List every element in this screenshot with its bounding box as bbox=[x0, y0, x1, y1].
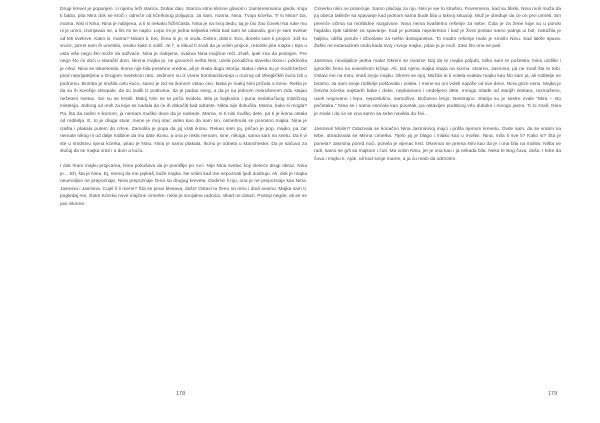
left-paragraph-1: Drugi krevet je popunjen. U njemu leži starica. Dobar dan. Starica sitno klimne glavom i zainteresovano gleda. Koja ti baba, pita Mira dok se kroči i odmiče od kčerkinog poljupca. Ja sam, mama. Nina. Tvoja kćerka. Ti si Nina? Da, mama. Nisi ti Nina. Nina je nabijena, a ti si nekako fićfirićasta. Nina je na svoj dedu, taj je bio žao čovek! Na ruke mu ni je umro, izvinjavao se, a lini mi se napio. Lepo mi je jedna seljanka rekla kad sam se udavala, gori je sam svekar od teti svekrve. Kako si, mama? Nisam ti, bre, žena ni je, ni onda. Dobro, dobro. Evo, donela sam ti projice. Još su vruće, jutros sam ih umesila, onako kako ti voliš. Je l', a otkud ti znaš da ja volim projice, retorski pita majka i trpa u usta više nego što može da sažvaće. Nina je nabijena, ovakva Nina majčine reči. Znaš, ipak zna da postojim. Pre nego što će doći u starački dom, Ninina majka je, ne govoreći nešta Nini, uzela porodičnu slavsku ikonu i poklonila je crkvi. Nina se iskamenila. Ikona nije bila posebno vredna, ali je imala dugu istoriju. Baka i deka su je noulli bežeći pred neprijateljima u Drugom svetskom ratu. Jedinom su iz vrane bombardovanja u noćnoj od izbegličkih kuća bili u podrumu. Bomba je srušila celu kuću, samo je zid sa ikonom ostao ceo. Baka je maloj Nini pričala o tome. Rekla je da su ih komšije otkopale, da su izašli iz podruma, da je padao sneg, a da je na jednom nesrušenom zidu stajao nežeteni svetac. Svi su se krstili. Maloj Nini se ta priča svidela. Bila je bajkovita i puna nedokučivog mističnog misterija. Jednog od onih za koje se nadala da će ih dokučiti kad odraste. Nikta nije dokučila. Mama, kako si mogla? Pa, šta da radim s ikonom, ja nemam muške dece da je naslede. Mama, ni ti nisi muško dete, pa ti je ikona ostala od roditelja. E, to je druga stvar, mene je moj otac video kao da sam sin, osmehnula se ponosno majka. Nina je izašla i plakala putem do crkve. Zamolila je popa da joj vrati ikonu. Rekao sam joj, pričao je pop, majko, pa zar nemate nikog ni od dalje rodbine da mu date ikonu, a ona je rekla nemam, sine, nikoga, sama sam na svetu. Da li vi ste u srodstvu njena kćerka, pitao je Ninu. Nina je samo plakala. Ikonu je odnela u Manchester. Da je sačuva za slučaj da se majka vrati i u dom a kuću. bbox=[60, 7, 307, 155]
paragraph-gap bbox=[60, 156, 307, 163]
right-paragraph-2: Jasmina, nevaljalice jedna mala! Okreni se ovamo! Daj da te majka poljubi, tolko sam te poželela. Nina uzdiše i ignoriše žena na susednom krčaju. Ali, tad njena majka stupa na scenu: stvarno, Jasmina, pa ne znaš šta te tebi. Ostavi me na miru, imaš svoju majku. Okreni se njoj. Možda te ti volela ovakav majku kao što sam ja, ali roditelje ne biramo. Ja sam svoje roditelje poštovala i volela. I mene su oni voleli najviše od sve dece. Nina grize usnu. Majka je četvrta kćerka najstarih bake i deke, neplanirano i nedeljeno dete, mnogo mlađe od starijih sestara, razmaženo, uvek negovano i lepo, neposlušno, samoživo. Božanno lenjo. Neistrajno. Starija su je sestre zvale "Mira – sto početaka." Nina se i sama osećala kao pocetak, pa ostavljen podsticaj vrlo duboko i mnogo jasno. Ti to znaš, Nina je znala i da će se ona samo sa sebe navikla da živi... bbox=[314, 59, 561, 117]
right-page bbox=[314, 6, 561, 416]
left-page bbox=[60, 6, 307, 416]
right-paragraph-3: Jasmina! Molim? Odazvala se konačno Nina Jasmininoj majci i prišla njenom krevetu. Ovde sam, da se vratim na tebe, obradovala se Mirina cimerka. Tijelo joj je blago i mlako kao u molitvi. Nina, mila ti sve li? Kako si? Šta je ponela? Jasmina pored noći, ponela je vijenac krst. Okrenuo se prema Nini kao da je i ona bila na molitvi. Ništa ne radi, samo se grli sa majkom i ćuti. Ma volim Ninu, jer je ona kao i ja nekada bila. Neka te Bog čuva, dušo. I tebe da čuva i majku ti. Ajde, idi kod svoje mame, a ja ću malo da odmorim. bbox=[314, 126, 561, 162]
left-paragraph-2: I dok hrani majku projicama, Nina pokušava da je pomišlje po ruci. Nije Nina svetac koji oleteće drugi obraz, Nina je… Eh, šta je Nina. Ej, nemoj da me pipkaš, kaže majka. Ne volim kad me nepoznati ljudi dodiruju. Ali, dok je majka neumoljivo ne prepoznaje, Nina prepoznaje žena sa drugog kreveta. Dodirne li nju, ona je ne prepoznaje kao Nina. Jasmina i Jasmina. Cujel li ti mene? Šta se pravi blesava, dušo! Ostavi tu ženu na miru i dodi ovamo. Majka sam ti, pogledaj me, zlato! Kćerka nove majčine cimerke, rekla je socijalna radnica, nikad ne dolazi. Postoji negde, ali se ne javi nikome. bbox=[60, 164, 307, 207]
paragraph-gap bbox=[314, 118, 561, 125]
right-paragraph-1: Cimerku niko ne posećuje. Samo plaćaju za nju. Nini je we to strašno. Povremeno, kad su bliski, Nina moli muža da joj obeća takleže sa spavanje kad jednom sama bude bila u takvoj situaciji. Muž je ubeđuje da će on prvi umreti. Sin prevrće očima na morbidne razgovore. Nina nema kvalitetno rešenje za sebe. Čula je za žene koje su u poruki hajdaku zjde tablete za spavanje. Kad je postala nepokretna i kad je život postao samo patnja ui bol, zatražila je haljinu, otišla porubi i izborilase za nešto dostojanstva. To mudro rešenje malo je smirilo Ninu. Sad lakše spava. Žašto ne eutanazirati onda kada svoj i svoju majku, pitao ju je muž. Zato što ona ne pati. bbox=[314, 7, 561, 50]
left-page-number: 178 bbox=[176, 391, 186, 397]
right-page-number: 179 bbox=[548, 391, 558, 397]
paragraph-gap bbox=[314, 51, 561, 58]
